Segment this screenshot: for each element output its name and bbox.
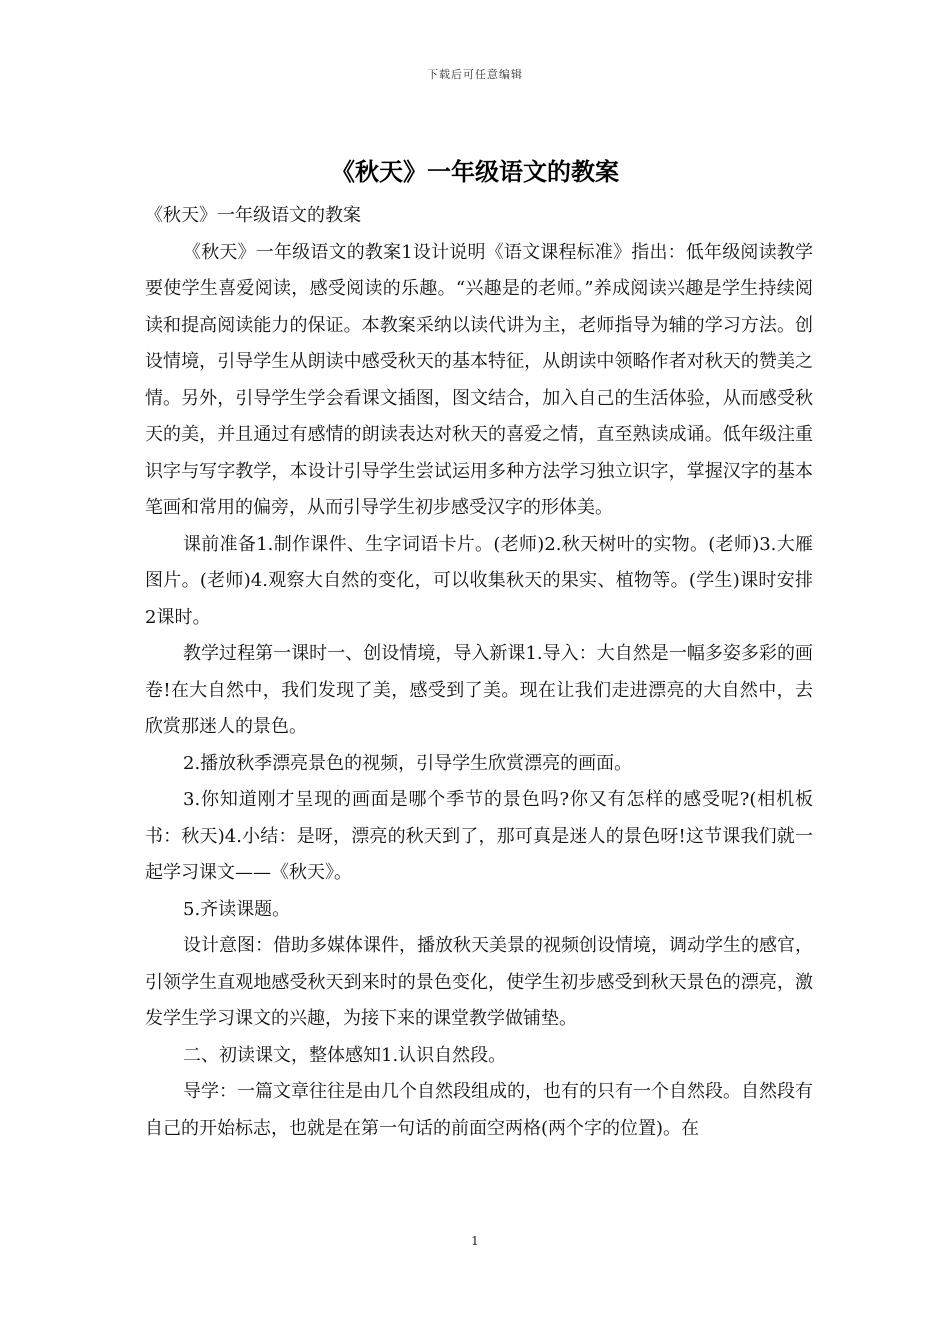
- page-number: 1: [471, 1234, 479, 1248]
- section-two-paragraph: 二、初读课文，整体感知1.认识自然段。: [183, 1044, 507, 1066]
- teaching-process-paragraph: 教学过程第一课时一、创设情境，导入新课1.导入：大自然是一幅多姿多彩的画卷!在大自然中，我们发现了美，感受到了美。现在让我们走进漂亮的大自然中，去欣赏那迷人的景色。: [145, 643, 813, 737]
- document-title: 《秋天》一年级语文的教案: [331, 157, 619, 186]
- step-2-paragraph: 2.播放秋季漂亮景色的视频，引导学生欣赏漂亮的画面。: [183, 752, 633, 774]
- header-note: 下载后可任意编辑: [427, 68, 523, 81]
- design-note-paragraph: 《秋天》一年级语文的教案1设计说明《语文课程标准》指出：低年级阅读教学要使学生喜爱阅读，感受阅读的乐趣。“兴趣是的老师。”养成阅读兴趣是学生持续阅读和提高阅读能力的保证。本教案采纳以读代讲为主，老师指导为辅的学习方法。创设情境，引导学生从朗读中感受秋天的基本特征，从朗读中领略作者对秋天的赞美之情。另外，引导学生学会看课文插图，图文结合，加入自己的生活体验，从而感受秋天的美，并且通过有感情的朗读表达对秋天的喜爱之情，直至熟读成诵。低年级注重识字与写字教学，本设计引导学生尝试运用多种方法学习独立识字，掌握汉字的基本笔画和常用的偏旁，从而引导学生初步感受汉字的形体美。: [145, 241, 813, 518]
- guided-learning-paragraph: 导学：一篇文章往往是由几个自然段组成的，也有的只有一个自然段。自然段有自己的开始标志，也就是在第一句话的前面空两格(两个字的位置)。在: [145, 1081, 813, 1139]
- subtitle-paragraph: 《秋天》一年级语文的教案: [145, 205, 361, 226]
- design-intent-paragraph: 设计意图：借助多媒体课件，播放秋天美景的视频创设情境，调动学生的感官，引领学生直观地感受秋天到来时的景色变化，使学生初步感受到秋天景色的漂亮，激发学生学习课文的兴趣，为接下来的课堂教学做铺垫。: [145, 935, 813, 1029]
- step-5-paragraph: 5.齐读课题。: [183, 898, 291, 920]
- preparation-paragraph: 课前准备1.制作课件、生字词语卡片。(老师)2.秋天树叶的实物。(老师)3.大雁图片。(老师)4.观察大自然的变化，可以收集秋天的果实、植物等。(学生)课时安排2课时。: [145, 533, 813, 628]
- document-body: [145, 198, 813, 1147]
- step-3-paragraph: 3.你知道刚才呈现的画面是哪个季节的景色吗?你又有怎样的感受呢?(相机板书：秋天)4.小结：是呀，漂亮的秋天到了，那可真是迷人的景色呀!这节课我们就一起学习课文——《秋天》。: [145, 789, 813, 883]
